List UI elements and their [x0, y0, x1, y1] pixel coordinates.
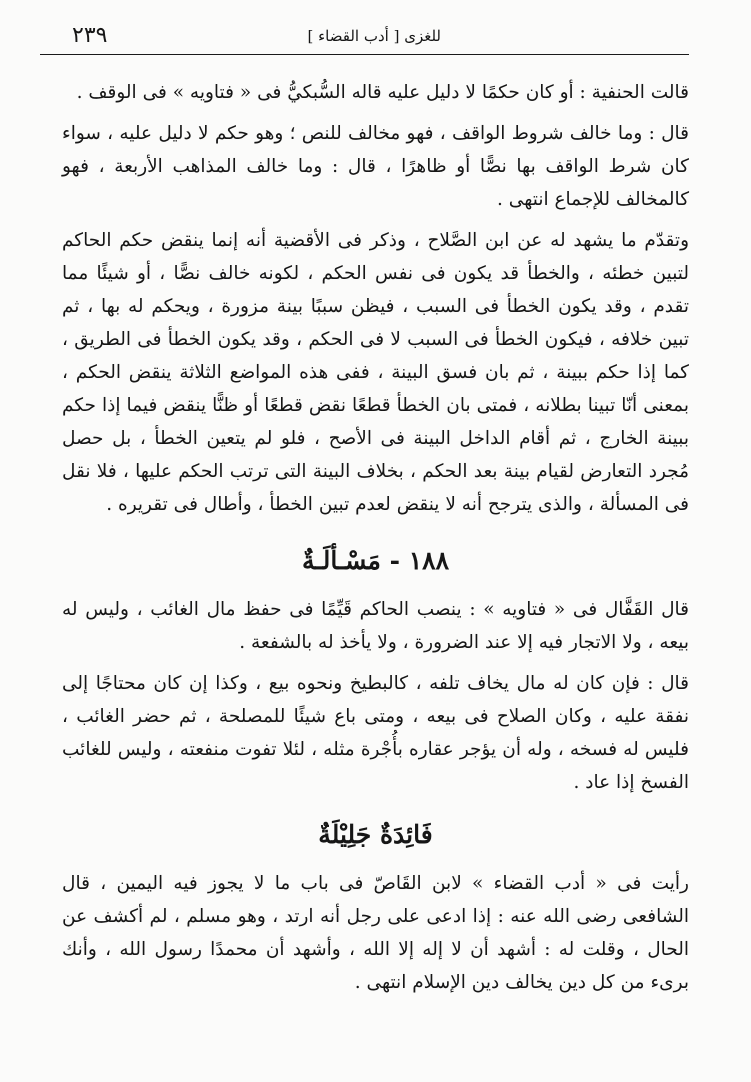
- page-body: [62, 76, 689, 999]
- page-number: ٢٣٩: [72, 23, 108, 48]
- section-heading-188: ١٨٨ - مَسْـألَـةٌ: [301, 546, 450, 575]
- paragraph-hanafi-quote: قالت الحنفية : أو كان حكمًا لا دليل عليه قاله السُّبكيُّ فى « فتاويه » فى الوقف .: [76, 82, 689, 103]
- paragraph-qaffal-quote: قال القَفَّال فى « فتاويه » : ينصب الحاكم قَيِّمًا فى حفظ مال الغائب ، وليس له بيعه ، ولا الاتجار فيه إلا عند الضرورة ، ولا يأخذ له بالشفعة .: [62, 599, 689, 653]
- paragraph-absent-property: قال : فإن كان له مال يخاف تلفه ، كالبطيخ ونحوه بيع ، وكذا إن كان محتاجًا إلى نفقة عليه ، وكان الصلاح فى بيعه ، ومتى باع شيئًا للمصلحة ، ثم حضر الغائب ، فليس له فسخه ، وله أن يؤجر عقاره بأُجْرة مثله ، لئلا تفوت منفعته ، وليس للغائب الفسخ إذا عاد .: [62, 673, 689, 793]
- paragraph-waqf-conditions: قال : وما خالف شروط الواقف ، فهو مخالف للنص ؛ وهو حكم لا دليل عليه ، سواء كان شرط الواقف بها نصًّا أو ظاهرًا ، قال : وما خالف المذاهب الأربعة ، فهو كالمخالف للإجماع انتهى .: [62, 123, 689, 210]
- paragraph-ibn-alqass-quote: رأيت فى « أدب القضاء » لابن القَاصّ فى باب ما لا يجوز فيه اليمين ، قال الشافعى رضى الله عنه : إذا ادعى على رجل أنه ارتد ، وهو مسلم ، لم أكشف عن الحال ، وقلت له : أشهد أن لا إله إلا الله ، وأشهد أن محمدًا رسول الله ، وأنك برىء من كل دين يخالف دين الإسلام انتهى .: [62, 873, 689, 993]
- section-heading-benefit: فَائِدَةٌ جَلِيْلَةٌ: [318, 820, 433, 849]
- paragraph-overturning-judgment: وتقدّم ما يشهد له عن ابن الصَّلاح ، وذكر فى الأقضية أنه إنما ينقض حكم الحاكم لتبين خطئه ، والخطأ قد يكون فى نفس الحكم ، لكونه خالف نصًّا ، أو شيئًا مما تقدم ، وقد يكون الخطأ فى السبب ، فيظن سببًا بينة مزورة ، ويحكم له بها ، ثم تبين خلافه ، فيكون الخطأ فى السبب لا فى الحكم ، وقد يكون الخطأ فى الطريق ، كما إذا حكم ببينة ، ثم بان فسق البينة ، ففى هذه المواضع الثلاثة ينقض الحكم ، بمعنى أنّا تبينا بطلانه ، فمتى بان الخطأ قطعًا نقض قطعًا أو ظنًّا ينقض فيما إذا حكم ببينة الخارج ، ثم أقام الداخل البينة فى الأصح ، فلو لم يتعين الخطأ ، بل حصل مُجرد التعارض لقيام بينة بعد الحكم ، بخلاف البينة التى ترتب الحكم عليها ، فلا نقل فى المسألة ، والذى يترجح أنه لا ينقض لعدم تبين الخطأ ، وأطال فى تقريره .: [62, 230, 689, 515]
- page-header: [40, 14, 689, 55]
- running-title: [ أدب القضاء ] للغزى: [307, 27, 441, 45]
